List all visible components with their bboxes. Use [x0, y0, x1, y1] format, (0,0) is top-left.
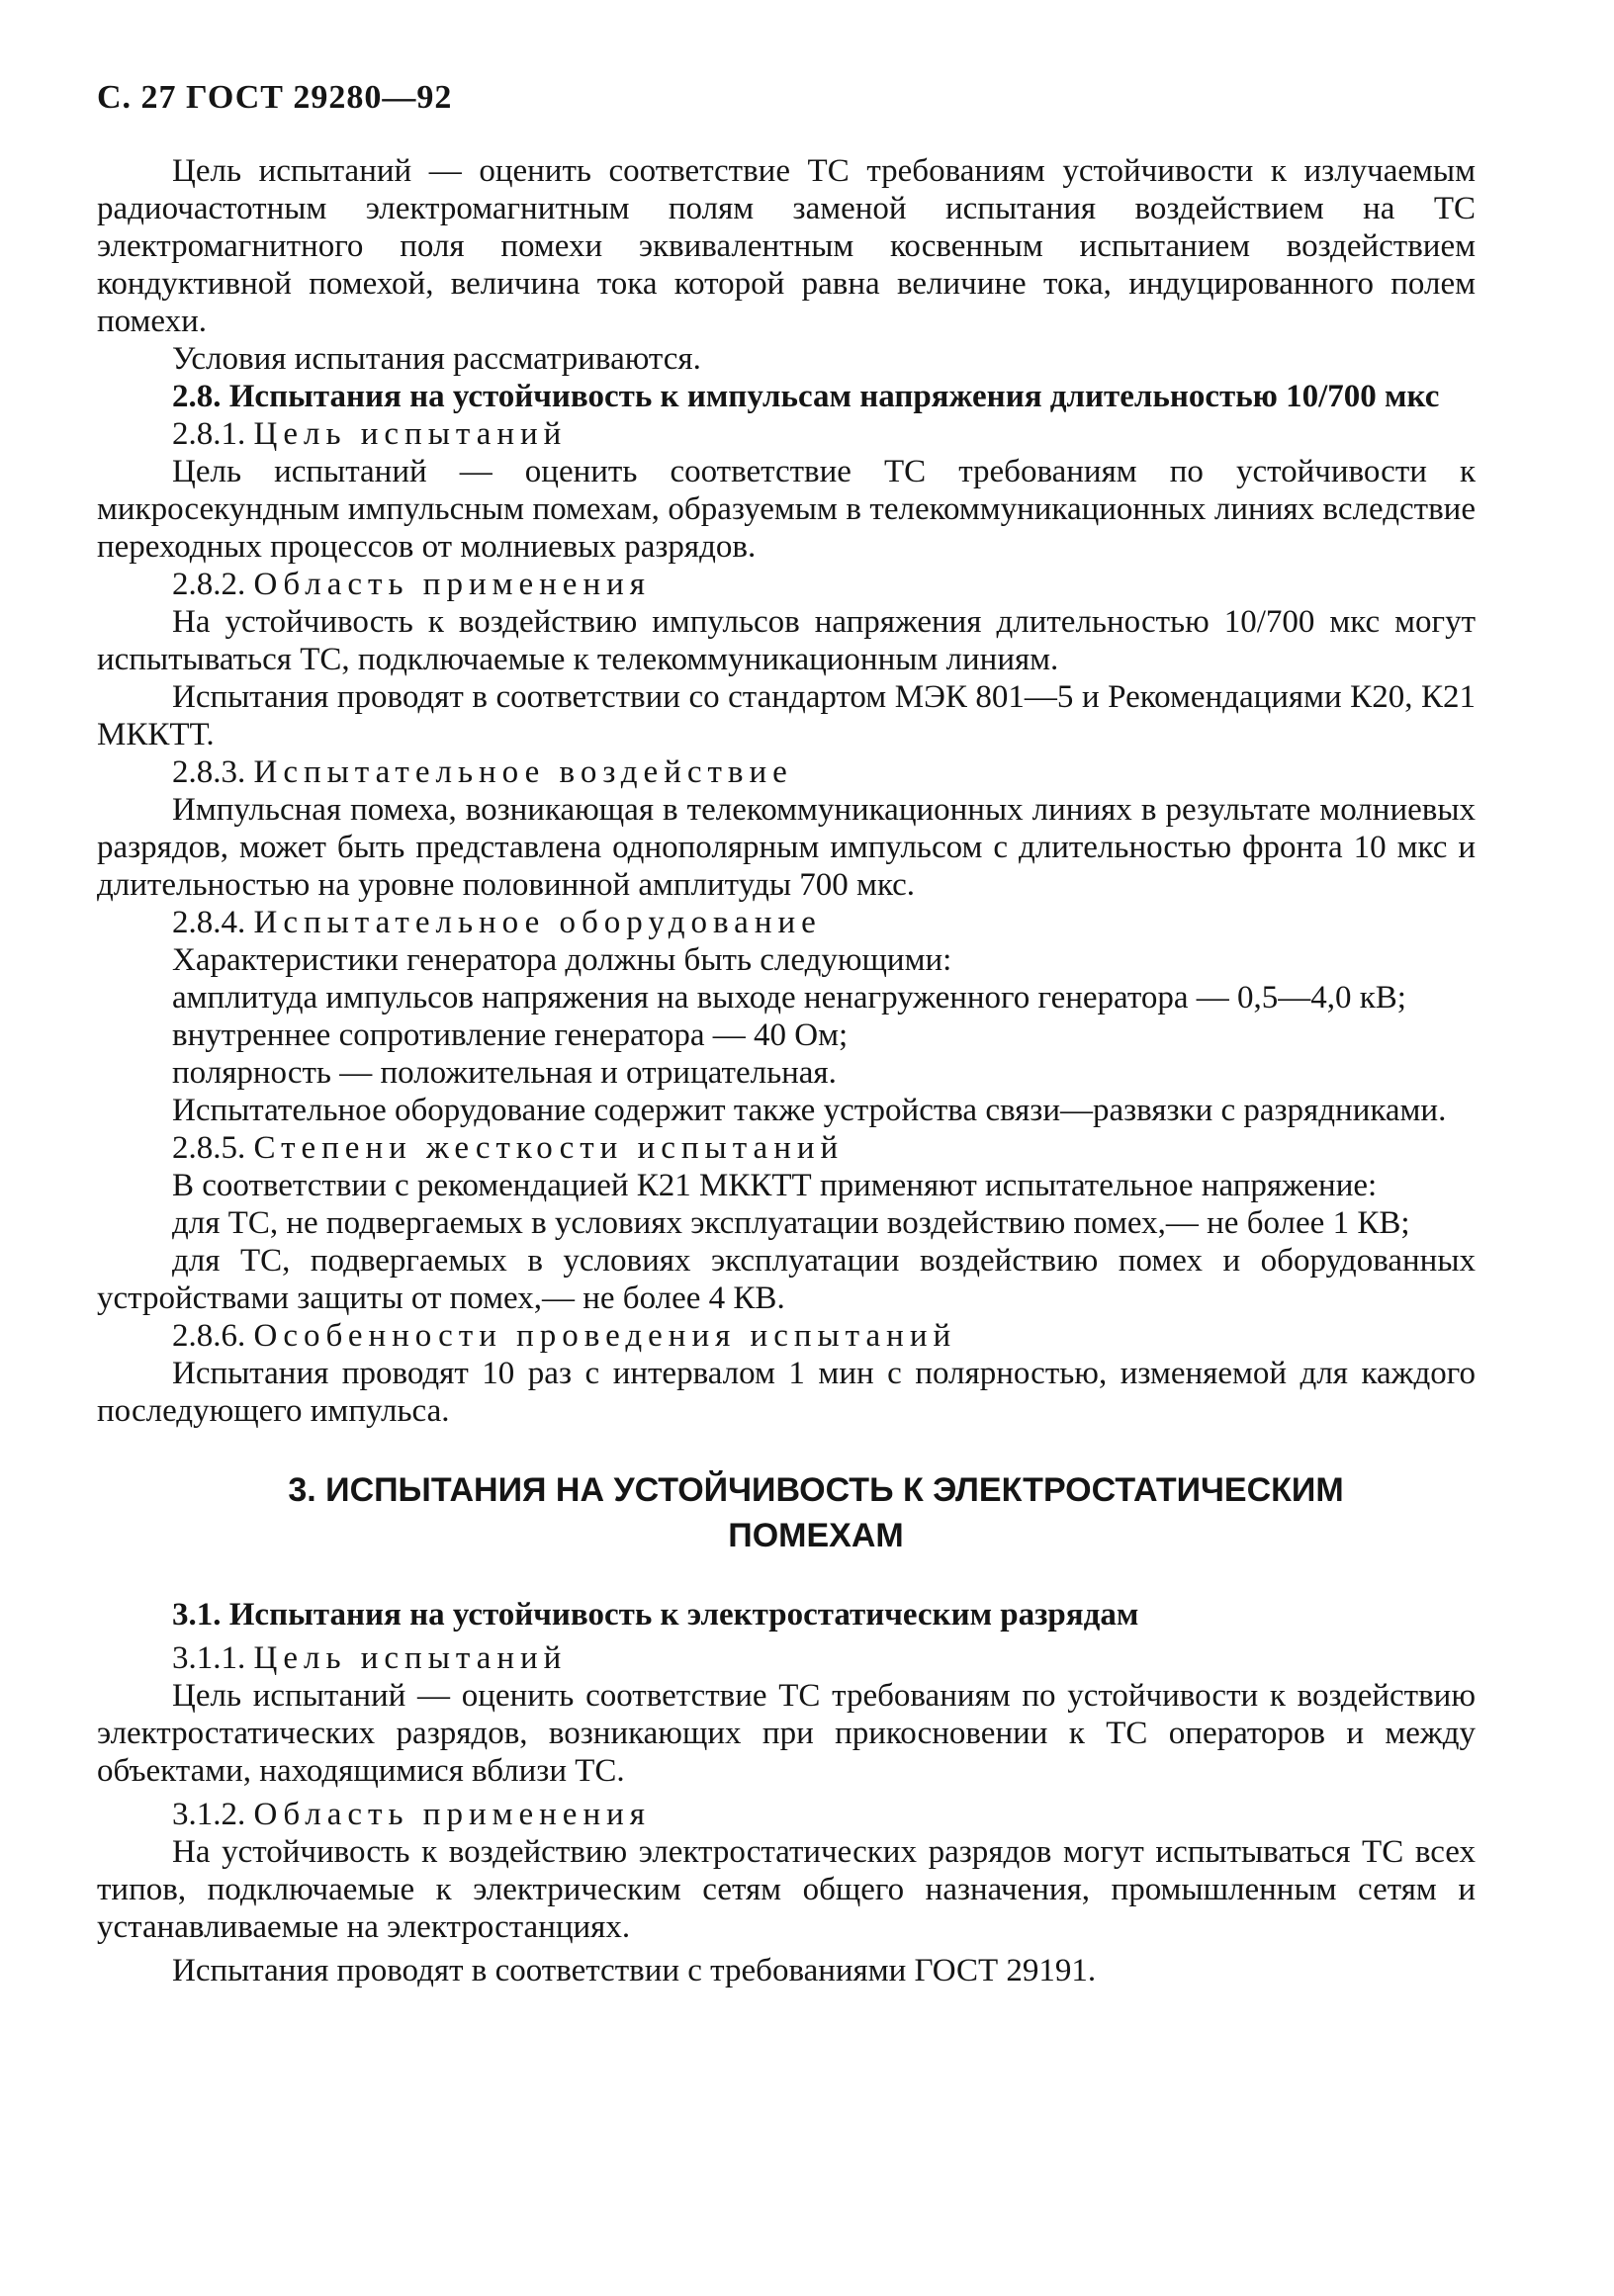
- section-2-8-3-text: Импульсная помеха, возникающая в телекоммуникационных линиях в результате молниевых разрядов, может быть представлена однополярным импульсом с длительностью фронта 10 мкс и длительностью на уровне половинной амплитуды 700 мкс.: [97, 792, 1476, 903]
- section-2-8-6-heading: [97, 1317, 1476, 1355]
- section-number: 3.1.: [172, 1597, 222, 1633]
- section-title: Область применения: [253, 1797, 651, 1832]
- section-2-8-2-text-2: Испытания проводят в соответствии со стандартом МЭК 801—5 и Рекомендациями К20, К21 МККТТ.: [97, 679, 1476, 752]
- section-3-1-1-heading: [97, 1639, 1476, 1677]
- section-number: 3.1.1.: [172, 1640, 246, 1676]
- section-2-8-5-heading: [97, 1129, 1476, 1167]
- section-title: Цель испытаний: [253, 1640, 568, 1676]
- section-number: 2.8.3.: [172, 754, 246, 790]
- section-number: 2.8.1.: [172, 416, 246, 452]
- section-2-8-4-text-3: внутреннее сопротивление генератора — 40 Ом;: [172, 1017, 849, 1053]
- section-number: 3.1.2.: [172, 1797, 246, 1832]
- section-2-8-5-text-3: для ТС, подвергаемых в условиях эксплуатации воздействию помех и оборудованных устройствами защиты от помех,— не более 4 КВ.: [97, 1243, 1476, 1316]
- section-3-1-2-text-1: На устойчивость к воздействию электростатических разрядов могут испытываться ТС всех типов, подключаемые к электрическим сетям общего назначения, промышленным сетям и устанавливаемые на электростанциях.: [97, 1834, 1476, 1945]
- section-3-1-2-text-2: Испытания проводят в соответствии с требованиями ГОСТ 29191.: [172, 1953, 1097, 1988]
- section-2-8-2-text: На устойчивость к воздействию импульсов напряжения длительностью 10/700 мкс могут испытываться ТС, подключаемые к телекоммуникационным линиям.: [97, 604, 1476, 677]
- section-title: Особенности проведения испытаний: [253, 1318, 957, 1354]
- section-3-title-line-1: 3. ИСПЫТАНИЯ НА УСТОЙЧИВОСТЬ К ЭЛЕКТРОСТАТИЧЕСКИМ: [288, 1471, 1344, 1509]
- section-2-8-3-heading: [97, 753, 1476, 791]
- section-2-8-1-heading: [97, 415, 1476, 453]
- section-2-8-6-text: Испытания проводят 10 раз с интервалом 1 мин с полярностью, изменяемой для каждого последующего импульса.: [97, 1356, 1476, 1429]
- section-2-8-title: 2.8. Испытания на устойчивость к импульсам напряжения длительностью 10/700 мкс: [172, 379, 1440, 414]
- section-2-8-5-text-1: В соответствии с рекомендацией К21 МККТТ применяют испытательное напряжение:: [172, 1168, 1378, 1203]
- section-2-8-1-text: Цель испытаний — оценить соответствие ТС требованиям по устойчивости к микросекундным импульсным помехам, образуемым в телекоммуникационных линиях вследствие переходных процессов от молниевых разрядов.: [97, 454, 1476, 565]
- section-title: Испытания на устойчивость к электростатическим разрядам: [228, 1597, 1139, 1633]
- section-title: Область применения: [253, 567, 651, 602]
- section-number: 2.8.2.: [172, 567, 246, 602]
- intro-conditions: Условия испытания рассматриваются.: [172, 341, 701, 377]
- section-3-1-1-text: Цель испытаний — оценить соответствие ТС требованиям по устойчивости к воздействию электростатических разрядов, возникающих при прикосновении к ТС операторов и между объектами, находящимися вблизи ТС.: [97, 1678, 1476, 1789]
- section-number: 2.8.5.: [172, 1130, 246, 1166]
- intro-paragraph: Цель испытаний — оценить соответствие ТС требованиям устойчивости к излучаемым радиочастотным электромагнитным полям заменой испытания воздействием на ТС электромагнитного поля помехи эквивалентным косвенным испытанием воздействием кондуктивной помехой, величина тока которой равна величине тока, индуцированного полем помехи.: [97, 153, 1476, 339]
- section-title: Испытательное воздействие: [253, 754, 793, 790]
- section-title: Цель испытаний: [253, 416, 568, 452]
- section-number: 2.8.6.: [172, 1318, 246, 1354]
- section-title: Степени жесткости испытаний: [253, 1130, 845, 1166]
- section-2-8-4-text-1: Характеристики генератора должны быть следующими:: [172, 942, 952, 978]
- page-header: С. 27 ГОСТ 29280—92: [97, 79, 453, 116]
- section-title: Испытательное оборудование: [253, 905, 822, 940]
- section-3-title: [97, 1467, 1476, 1558]
- section-2-8-5-text-2: для ТС, не подвергаемых в условиях эксплуатации воздействию помех,— не более 1 КВ;: [172, 1205, 1410, 1241]
- section-number: 2.8.4.: [172, 905, 246, 940]
- section-2-8-2-heading: [97, 566, 1476, 603]
- section-3-title-line-2: ПОМЕХАМ: [728, 1517, 904, 1554]
- section-2-8-4-text-2: амплитуда импульсов напряжения на выходе ненагруженного генератора — 0,5—4,0 кВ;: [172, 980, 1406, 1016]
- section-3-1-2-heading: [97, 1796, 1476, 1833]
- section-2-8-4-text-5: Испытательное оборудование содержит также устройства связи—развязки с разрядниками.: [172, 1093, 1447, 1128]
- section-3-1-title: [97, 1596, 1476, 1634]
- section-2-8-4-text-4: полярность — положительная и отрицательная.: [172, 1055, 837, 1091]
- section-2-8-4-heading: [97, 904, 1476, 941]
